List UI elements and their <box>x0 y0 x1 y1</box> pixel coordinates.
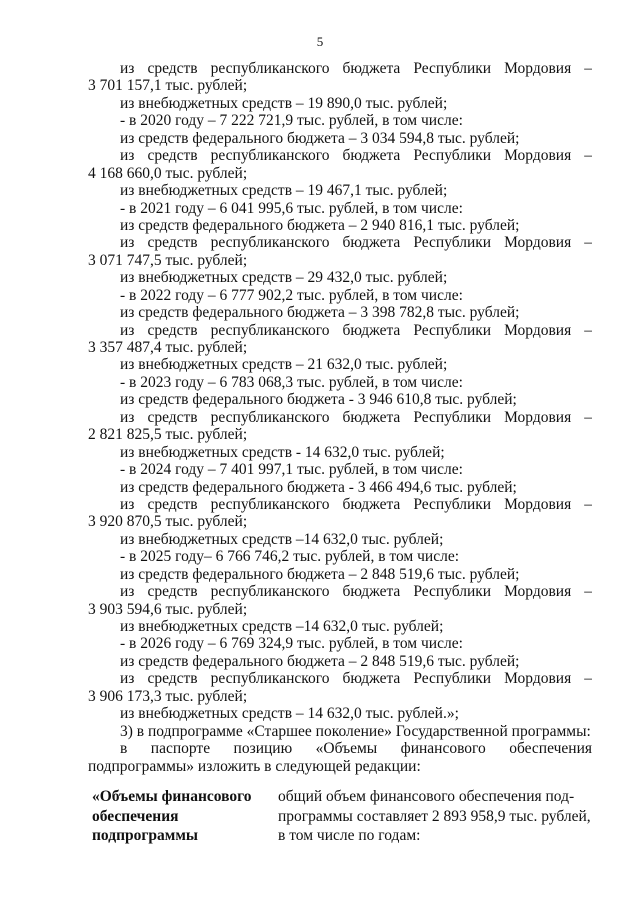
text-line: из средств федерального бюджета - 3 466 494,6 тыс. рублей; <box>120 478 517 496</box>
text-line: из внебюджетных средств - 14 632,0 тыс. рублей; <box>120 443 445 461</box>
text-line: 3 906 173,3 тыс. рублей; <box>88 687 248 705</box>
document-body <box>88 60 592 775</box>
text-line: из внебюджетных средств – 19 467,1 тыс. рублей; <box>120 182 448 200</box>
text-line: из средств республиканского бюджета Республики Мордовия – <box>120 408 592 426</box>
text-line: - в 2026 году – 6 769 324,9 тыс. рублей, в том числе: <box>120 635 463 653</box>
text-line: из средств республиканского бюджета Республики Мордовия – <box>120 670 592 688</box>
text-line: из средств республиканского бюджета Республики Мордовия – <box>120 321 592 339</box>
text-line: - в 2020 году – 7 222 721,9 тыс. рублей, в том числе: <box>120 112 463 130</box>
text-line: - в 2025 году– 6 766 746,2 тыс. рублей, в том числе: <box>120 548 460 566</box>
table-label-line: «Объемы финансового <box>92 788 252 805</box>
text-line: 2 821 825,5 тыс. рублей; <box>88 426 248 444</box>
table-value-line: программы составляет 2 893 958,9 тыс. рублей, <box>278 807 591 825</box>
text-line: из внебюджетных средств –14 632,0 тыс. рублей; <box>120 618 444 635</box>
text-line: из внебюджетных средств – 29 432,0 тыс. рублей; <box>120 269 448 287</box>
page-number: 5 <box>316 34 324 49</box>
text-line: из внебюджетных средств – 19 890,0 тыс. рублей; <box>120 94 448 112</box>
table-value-cell <box>278 787 591 846</box>
text-line: - в 2021 году – 6 041 995,6 тыс. рублей, в том числе: <box>120 199 463 217</box>
text-line: из средств федерального бюджета – 3 034 594,8 тыс. рублей; <box>120 129 520 147</box>
text-line: - в 2022 году – 6 777 902,2 тыс. рублей, в том числе: <box>120 286 463 304</box>
text-line: из средств республиканского бюджета Республики Мордовия – <box>120 60 592 77</box>
text-line: 4 168 660,0 тыс. рублей; <box>88 164 248 182</box>
text-line: 3) в подпрограмме «Старшее поколение» Государственной программы: <box>120 722 591 740</box>
text-line: из средств федерального бюджета – 2 848 519,6 тыс. рублей; <box>120 565 520 583</box>
text-line: - в 2023 году – 6 783 068,3 тыс. рублей, в том числе: <box>120 373 463 391</box>
text-line: из средств республиканского бюджета Республики Мордовия – <box>120 495 592 513</box>
text-line: из внебюджетных средств – 14 632,0 тыс. рублей.»; <box>120 705 459 723</box>
text-line: 3 920 870,5 тыс. рублей; <box>88 513 248 531</box>
table-value-line: общий объем финансового обеспечения под- <box>278 788 575 805</box>
text-line: подпрограммы» изложить в следующей редакции: <box>88 757 421 775</box>
text-line: из средств республиканского бюджета Республики Мордовия – <box>120 234 592 252</box>
text-line: 3 357 487,4 тыс. рублей; <box>88 339 248 356</box>
text-line: из внебюджетных средств –14 632,0 тыс. рублей; <box>120 530 444 548</box>
table-value-line: в том числе по годам: <box>278 827 421 844</box>
text-line: из средств федерального бюджета – 2 848 519,6 тыс. рублей; <box>120 652 520 670</box>
text-line: в паспорте позицию «Объемы финансового обеспечения <box>120 740 592 758</box>
text-line: из средств федерального бюджета – 3 398 782,8 тыс. рублей; <box>120 304 520 322</box>
table-label-line: обеспечения <box>92 807 179 825</box>
text-line: из средств федерального бюджета – 2 940 816,1 тыс. рублей; <box>120 216 520 234</box>
text-line: - в 2024 году – 7 401 997,1 тыс. рублей, в том числе: <box>120 461 463 479</box>
table-label-cell <box>92 787 262 846</box>
text-line: из внебюджетных средств – 21 632,0 тыс. рублей; <box>120 356 448 374</box>
table-label-line: подпрограммы <box>92 827 199 844</box>
text-line: из средств республиканского бюджета Республики Мордовия – <box>120 583 592 601</box>
text-line: из средств республиканского бюджета Республики Мордовия – <box>120 147 592 165</box>
text-line: 3 071 747,5 тыс. рублей; <box>88 251 248 269</box>
text-line: 3 903 594,6 тыс. рублей; <box>88 600 248 618</box>
text-line: 3 701 157,1 тыс. рублей; <box>88 77 248 95</box>
text-line: из средств федерального бюджета - 3 946 610,8 тыс. рублей; <box>120 391 517 409</box>
